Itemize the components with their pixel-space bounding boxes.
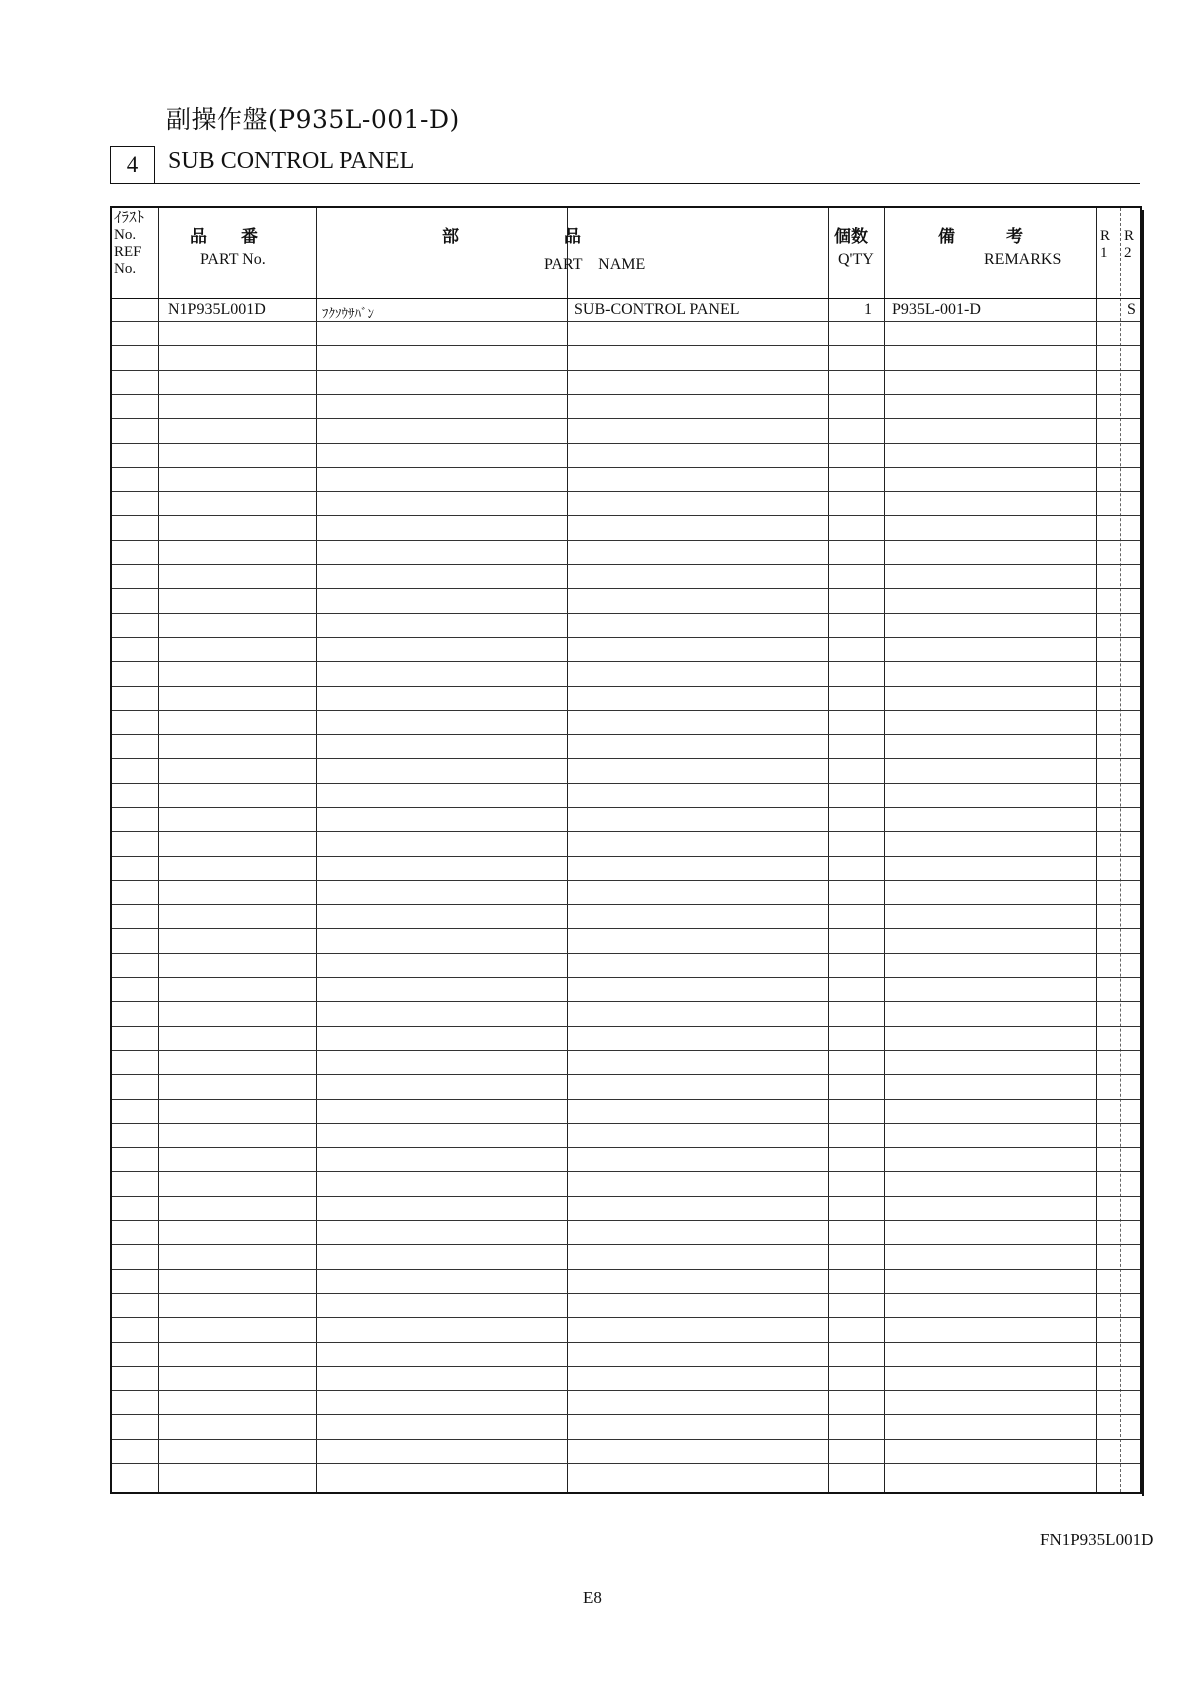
col-divider-qty: [884, 208, 885, 1492]
table-row-line: [112, 443, 1140, 444]
table-row-line: [112, 1171, 1140, 1172]
table-row-line: [112, 515, 1140, 516]
table-row-line: [112, 807, 1140, 808]
header-part-name-jp-right: 品: [564, 227, 581, 247]
col-divider-remarks: [1096, 208, 1097, 1492]
table-row-line: [112, 734, 1140, 735]
table-row-line: [112, 831, 1140, 832]
table-row-line: [112, 783, 1140, 784]
table-row-line: [112, 661, 1140, 662]
header-r2: R 2: [1124, 228, 1135, 261]
table-row-line: [112, 758, 1140, 759]
table-row-line: [112, 1342, 1140, 1343]
header-separator: [112, 298, 1140, 299]
table-row-line: [112, 637, 1140, 638]
table-row-line: [112, 1293, 1140, 1294]
table-row-line: [112, 1390, 1140, 1391]
header-qty-en: Q'TY: [838, 251, 874, 268]
page-title-japanese: 副操作盤(P935L-001-D): [166, 105, 460, 134]
table-row-line: [112, 370, 1140, 371]
row-remarks: P935L-001-D: [892, 301, 981, 318]
table-row-line: [112, 345, 1140, 346]
table-row-line: [112, 1074, 1140, 1075]
table-row-line: [112, 1001, 1140, 1002]
table-row-line: [112, 588, 1140, 589]
table-row-line: [112, 1220, 1140, 1221]
col-divider-partno: [316, 208, 317, 1492]
table-row-line: [112, 1269, 1140, 1270]
header-remarks-jp: 備 考: [938, 227, 1023, 247]
table-row-line: [112, 1147, 1140, 1148]
header-part-name-jp-left: 部: [442, 227, 459, 247]
table-row-line: [112, 564, 1140, 565]
row-r2: S: [1127, 301, 1136, 318]
header-remarks-en: REMARKS: [984, 251, 1062, 268]
row-part-no: N1P935L001D: [168, 301, 266, 318]
table-row-line: [112, 613, 1140, 614]
page-number: E8: [583, 1588, 602, 1607]
table-row-line: [112, 1463, 1140, 1464]
table-row-line: [112, 394, 1140, 395]
table-row-line: [112, 686, 1140, 687]
row-qty: 1: [864, 301, 872, 318]
header-part-name-en: PART NAME: [544, 256, 646, 273]
table-row-line: [112, 1317, 1140, 1318]
header-r1: R 1: [1100, 228, 1111, 261]
section-number-box: 4: [110, 146, 155, 184]
table-row-line: [112, 491, 1140, 492]
header-qty-jp: 個数: [834, 227, 868, 247]
page-title-english: SUB CONTROL PANEL: [168, 148, 415, 174]
table-row-line: [112, 856, 1140, 857]
header-part-no-en: PART No.: [200, 251, 266, 268]
row-part-name-en: SUB-CONTROL PANEL: [574, 301, 740, 318]
table-row-line: [112, 1439, 1140, 1440]
col-divider-name: [828, 208, 829, 1492]
col-divider-r1: [1120, 208, 1121, 1492]
row-part-name-kana: ﾌｸｿｳｻﾊﾞﾝ: [322, 307, 374, 322]
col-divider-ref: [158, 208, 159, 1492]
table-row-line: [112, 1414, 1140, 1415]
table-row-line: [112, 880, 1140, 881]
table-row-line: [112, 1196, 1140, 1197]
table-row-line: [112, 928, 1140, 929]
table-row-line: [112, 953, 1140, 954]
table-row-line: [112, 467, 1140, 468]
table-row-line: [112, 1099, 1140, 1100]
col-divider-kana: [567, 208, 568, 1492]
title-underline: [155, 183, 1140, 184]
header-ref-no: ｲﾗｽﾄ No. REF No.: [114, 210, 145, 277]
table-row-line: [112, 904, 1140, 905]
table-row-line: [112, 1050, 1140, 1051]
header-part-no-jp: 品 番: [190, 227, 258, 247]
table-row-line: [112, 321, 1140, 322]
table-row-line: [112, 1123, 1140, 1124]
table-row-line: [112, 1244, 1140, 1245]
document-code: FN1P935L001D: [1040, 1530, 1154, 1549]
table-row-line: [112, 710, 1140, 711]
table-row-line: [112, 1366, 1140, 1367]
parts-table: [110, 206, 1142, 1494]
table-row-line: [112, 1026, 1140, 1027]
table-row-line: [112, 977, 1140, 978]
table-row-line: [112, 540, 1140, 541]
table-row-line: [112, 418, 1140, 419]
